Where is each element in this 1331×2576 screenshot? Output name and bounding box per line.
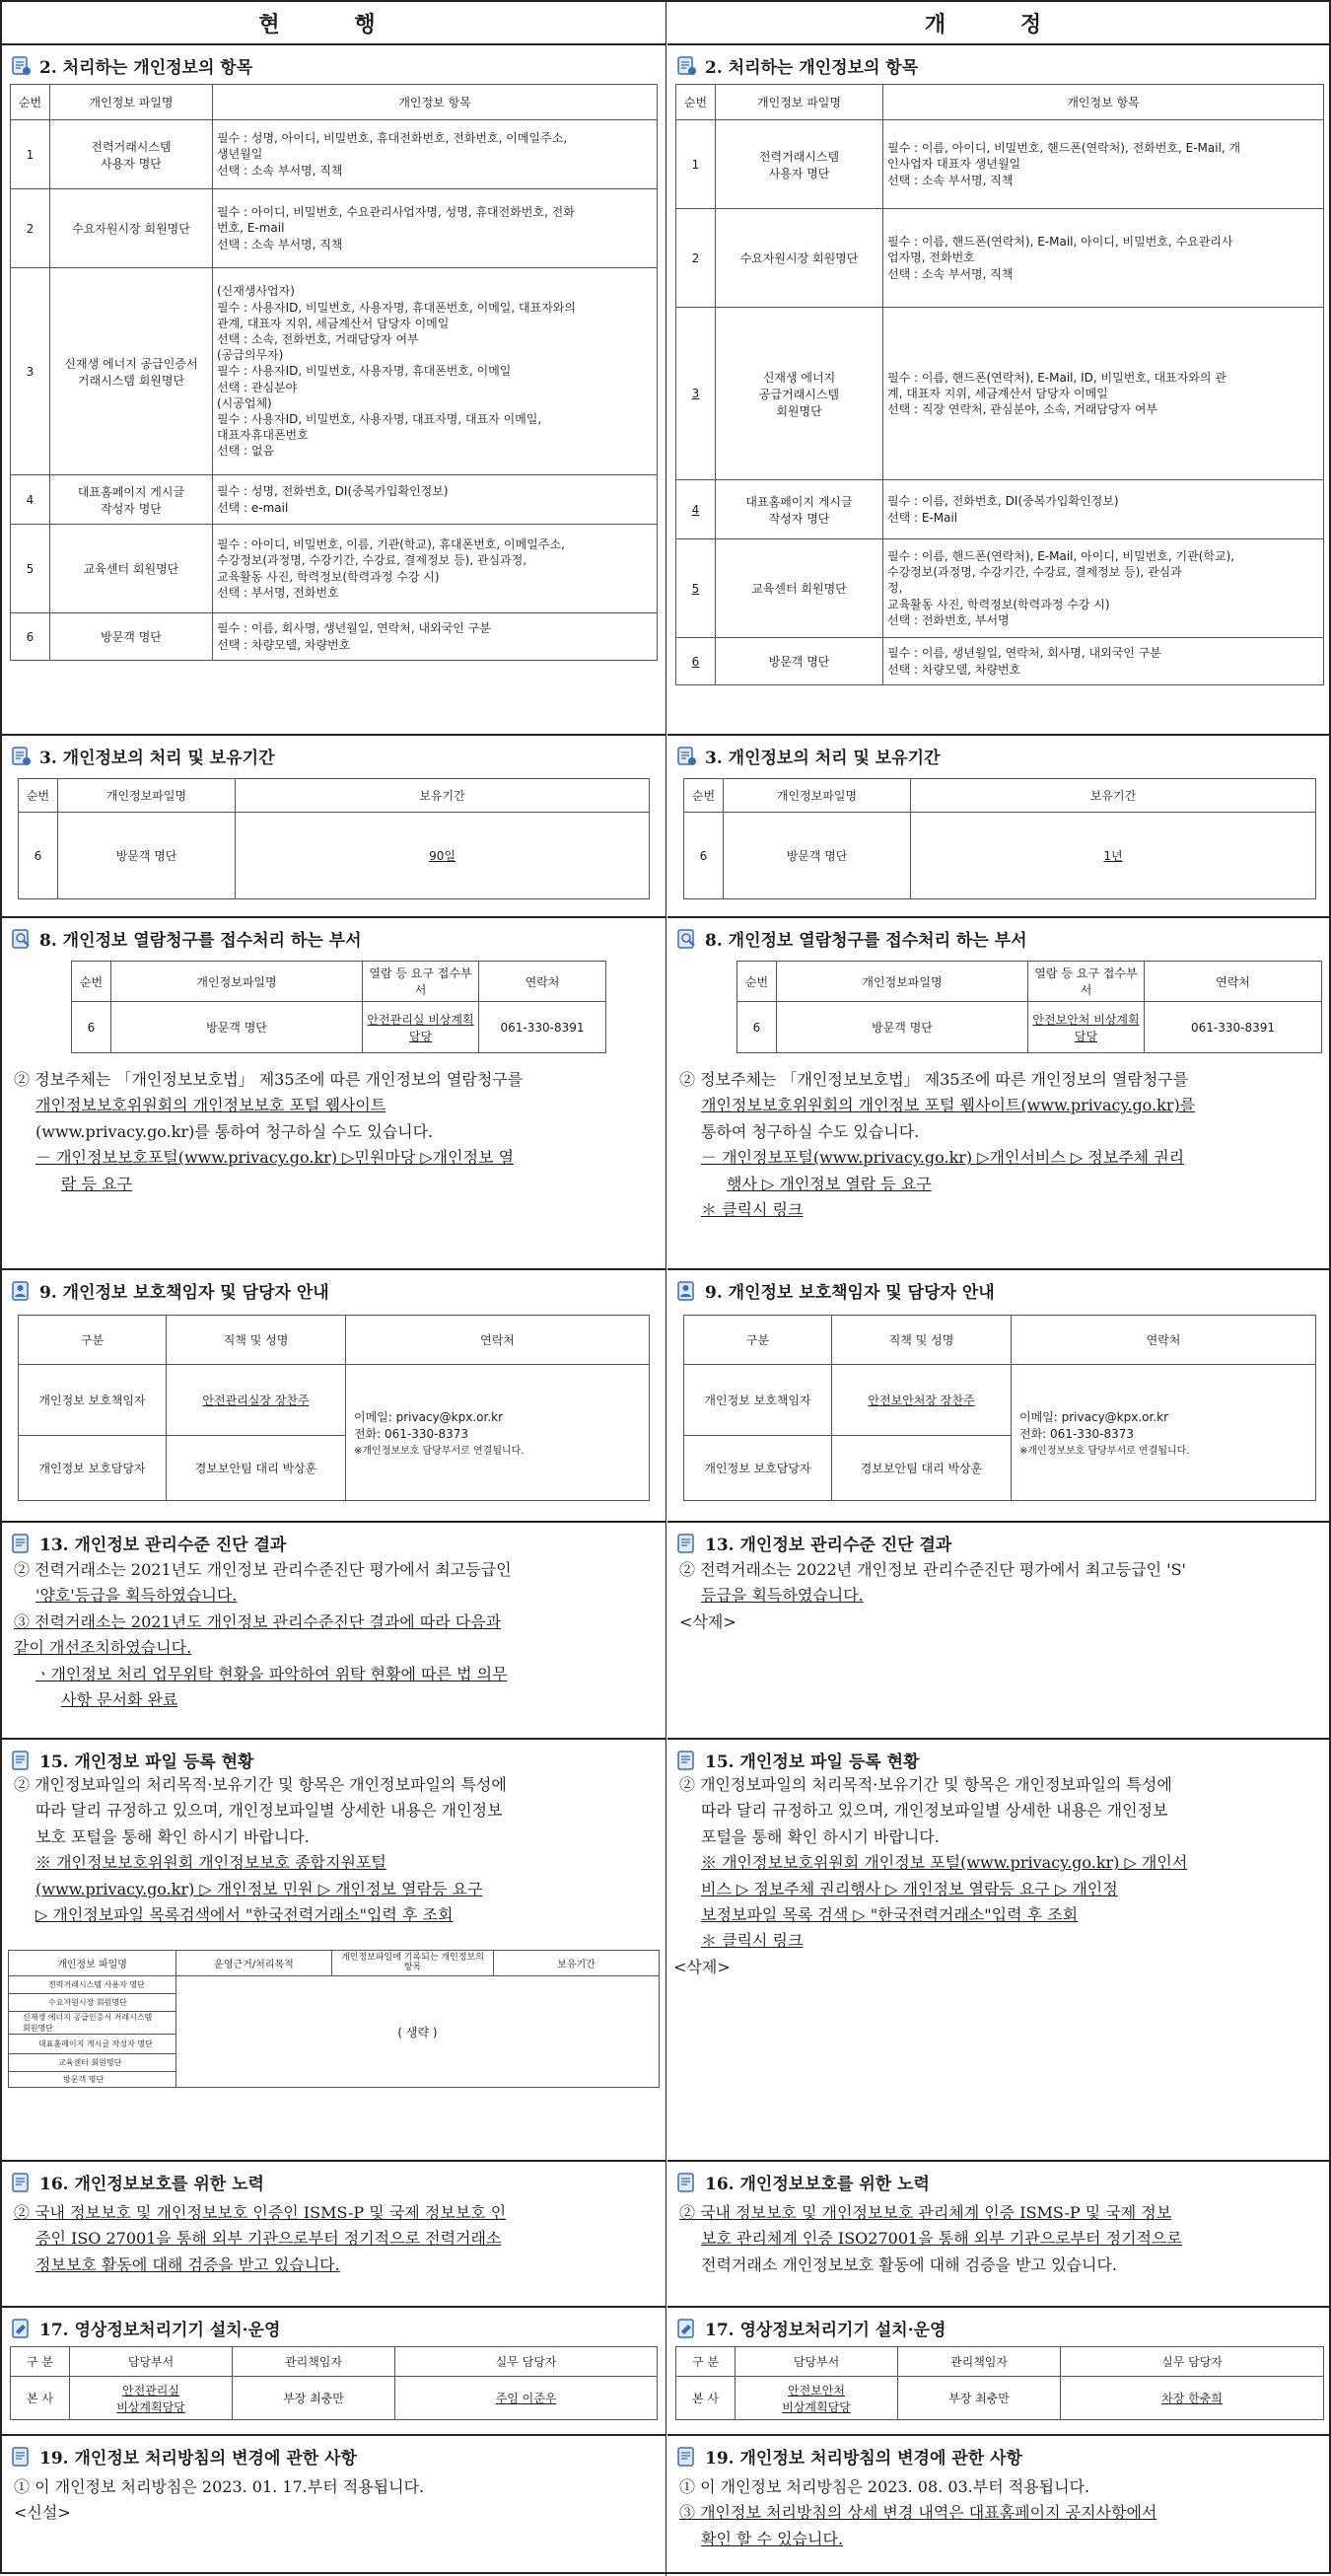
section-2-title: 2. 처리하는 개인정보의 항목 xyxy=(2,45,666,84)
section-3-left xyxy=(2,736,666,918)
table-row: 2 수요자원시장 회원명단 필수 : 이름, 핸드폰(연락처), E-Mail, 아이디, 비밀번호, 수요관리사 업자명, 전화번호 선택 : 소속 부서명, 직책 xyxy=(676,209,1324,308)
cctv-table-left: 구 분 담당부서 관리책임자 실무 담당자 본 사 안전관리실 비상계획담당 부장 최충만 주임 이준우 xyxy=(10,2346,658,2420)
table-row: 6 방문객 명단 안전보안처 비상계획담당 061-330-8391 xyxy=(737,1002,1322,1053)
table-row: 3 신재생 에너지 공급거래시스템 회원명단 필수 : 이름, 핸드폰(연락처), E-Mail, ID, 비밀번호, 대표자와의 관 계, 대표자 지위, 세금계산서 담당자 이메일 선택 : 직장 연락처, 관심분야, 소속, 거래담당자 여부 xyxy=(676,308,1324,480)
section-17-left xyxy=(2,2308,666,2436)
section-16-right: 16. 개인정보보호를 위한 노력 ② 국내 정보보호 및 개인정보보호 관리체계 인증 ISMS-P 및 국제 정보 보호 관리체계 인증 ISO27001을 통해 외부 기관으로부터 정기적으로 전력거래소 개인정보보호 활동에 대해 검증을 받고 있습니다. xyxy=(667,2162,1331,2308)
section-15-text-left: ② 개인정보파일의 처리목적·보유기간 및 항목은 개인정보파일의 특성에 따라 달리 규정하고 있으며, 개인정보파일별 상세한 내용은 개인정보 보호 포털을 통해 확인 하시기 바랍니다. ※ 개인정보보호위원회 개인정보보호 종합지원포털 (www.privacy.go.kr) ▷ 개인정보 민원 ▷ 개인정보 열람등 요구 ▷ 개인정보파일 목록검색에서 "한국전력거래소"입력 후 조회 xyxy=(14,1775,507,1924)
section-16-text-right: ② 국내 정보보호 및 개인정보보호 관리체계 인증 ISMS-P 및 국제 정보 보호 관리체계 인증 ISO27001을 통해 외부 기관으로부터 정기적으로 전력거래소 개인정보보호 활동에 대해 검증을 받고 있습니다. xyxy=(679,2203,1182,2274)
document-icon xyxy=(675,1532,699,1555)
section-19-text-right: ① 이 개인정보 처리방침은 2023. 08. 03.부터 적용됩니다. ③ 개인정보 처리방침의 상세 변경 내역은 대표홈페이지 공지사항에서 확인 할 수 있습니다. xyxy=(679,2477,1157,2548)
period-table-right: 순번 개인정보파일명 보유기간 6 방문객 명단 1년 xyxy=(683,778,1316,899)
table-row: 개인정보 보호책임자 안전관리실장 장찬주 이메일: privacy@kpx.or.kr 전화: 061-330-8373 ※개인정보보호 담당부서로 연결됩니다. xyxy=(19,1365,650,1436)
document-icon xyxy=(10,2171,34,2194)
table-row: 6 방문객 명단 1년 xyxy=(684,813,1316,899)
section-3-right: 3. 개인정보의 처리 및 보유기간 순번 개인정보파일명 보유기간 6 방문객 명단 1년 xyxy=(667,736,1331,918)
table-row: 4 대표홈페이지 게시글 작성자 명단 필수 : 이름, 전화번호, DI(중복가입확인정보) 선택 : E-Mail xyxy=(676,480,1324,539)
officer-table-left: 구분 직책 및 성명 연락처 개인정보 보호책임자 안전관리실장 장찬주 이메일: privacy@kpx.or.kr 전화: 061-330-8373 ※개인정보보호 담당부서로 연결됩니다. 개인정보 보호담당자 경보보안팀 대리 박상훈 xyxy=(18,1315,650,1501)
section-13-left xyxy=(2,1523,666,1740)
table-row: 5 교육센터 회원명단 필수 : 아이디, 비밀번호, 이름, 기관(학교), 휴대폰번호, 이메일주소, 수강정보(과정명, 수강기간, 수강료, 결제정보 등), 관심과정, 교육활동 사진, 학력정보(학력과정 수강 시) 선택 : 부서명, 전화번호 xyxy=(11,525,658,613)
section-15-left xyxy=(2,1740,666,2162)
table-row: 6 방문객 명단 필수 : 이름, 생년월일, 연락처, 회사명, 내외국인 구분 선택 : 차량모델, 차량번호 xyxy=(676,638,1324,685)
section-2-left xyxy=(2,45,666,736)
column-header-current: 현 행 xyxy=(2,2,666,45)
section-19-right: 19. 개인정보 처리방침의 변경에 관한 사항 ① 이 개인정보 처리방침은 2023. 08. 03.부터 적용됩니다. ③ 개인정보 처리방침의 상세 변경 내역은 대표홈페이지 공지사항에서 확인 할 수 있습니다. xyxy=(667,2436,1331,2576)
section-13-text-left: ② 전력거래소는 2021년도 개인정보 관리수준진단 평가에서 최고등급인 '양호'등급을 획득하였습니다. ③ 전력거래소는 2021년도 개인정보 관리수준진단 결과에 따라 다음과 같이 개선조치하였습니다. ㆍ개인정보 처리 업무위탁 현황을 파악하여 위탁 현황에 따른 법 의무 사항 문서화 완료 xyxy=(14,1560,512,1709)
document-icon xyxy=(675,1749,699,1772)
table-row: 본 사 안전관리실 비상계획담당 부장 최충만 주임 이준우 xyxy=(11,2377,658,2420)
link-note: ＊ 클릭시 링크 xyxy=(701,1199,804,1219)
revised-column xyxy=(667,2,1331,2576)
section-8-left xyxy=(2,918,666,1270)
section-9-right: 9. 개인정보 보호책임자 및 담당자 안내 구분 직책 및 성명 연락처 개인정보 보호책임자 안전보안처장 장찬주 이메일: privacy@kpx.or.kr 전화: 061-330-8373 ※개인정보보호 담당부서로 연결됩니다. 개인정보 보호담당자 경보보안팀 대리 박상훈 xyxy=(667,1270,1331,1523)
section-17-title: 17. 영상정보처리기기 설치·운영 xyxy=(39,2321,281,2340)
section-19-text-left: ① 이 개인정보 처리방침은 2023. 01. 17.부터 적용됩니다. <신설> xyxy=(14,2477,425,2523)
section-15-title: 15. 개인정보 파일 등록 현황 xyxy=(39,1753,254,1772)
section-8-text-left: ② 정보주체는 「개인정보보호법」 제35조에 따른 개인정보의 열람청구를 개인정보보호위원회의 개인정보보호 포털 웹사이트 (www.privacy.go.kr)를 통하여 청구하실 수도 있습니다. － 개인정보보호포털(www.privacy.go.kr) ▷민원마당 ▷개인정보 열 람 등 요구 xyxy=(14,1070,524,1193)
section-19-title: 19. 개인정보 처리방침의 변경에 관한 사항 xyxy=(39,2449,357,2469)
officer-table-right: 구분 직책 및 성명 연락처 개인정보 보호책임자 안전보안처장 장찬주 이메일: privacy@kpx.or.kr 전화: 061-330-8373 ※개인정보보호 담당부서로 연결됩니다. 개인정보 보호담당자 경보보안팀 대리 박상훈 xyxy=(683,1315,1316,1501)
search-icon xyxy=(675,927,699,951)
person-icon xyxy=(675,1279,699,1303)
document-icon xyxy=(10,1532,34,1555)
section-9-title: 9. 개인정보 보호책임자 및 담당자 안내 xyxy=(39,1283,329,1303)
table-row: 개인정보 보호담당자 경보보안팀 대리 박상훈 xyxy=(19,1436,650,1501)
table-row: 5 교육센터 회원명단 필수 : 이름, 핸드폰(연락처), E-Mail, 아이디, 비밀번호, 기관(학교), 수강정보(과정명, 수강기간, 수강료, 결제정보 등), 관심과 정, 교육활동 사진, 학력정보(학력과정 수강 시) 선택 : 전화번호, 부서명 xyxy=(676,539,1324,638)
section-13-right: 13. 개인정보 관리수준 진단 결과 ② 전력거래소는 2022년 개인정보 관리수준진단 평가에서 최고등급인 'S' 등급을 획득하였습니다. <삭제> xyxy=(667,1523,1331,1740)
section-3-title: 3. 개인정보의 처리 및 보유기간 xyxy=(39,749,275,768)
document-icon xyxy=(10,2445,34,2469)
table-row: 6 방문객 명단 필수 : 이름, 회사명, 생년월일, 연락처, 내외국인 구분 선택 : 차량모델, 차량번호 xyxy=(11,613,658,661)
period-table-left: 순번 개인정보파일명 보유기간 6 방문객 명단 90일 xyxy=(18,778,650,899)
section-13-title: 13. 개인정보 관리수준 진단 결과 xyxy=(39,1536,287,1555)
document-icon xyxy=(675,745,699,768)
person-icon xyxy=(10,1279,34,1303)
link-note: ＊ 클릭시 링크 xyxy=(701,1931,804,1951)
section-13-text-right: ② 전력거래소는 2022년 개인정보 관리수준진단 평가에서 최고등급인 'S' 등급을 획득하였습니다. <삭제> xyxy=(679,1560,1186,1631)
search-icon xyxy=(10,927,34,951)
table-row: 6 방문객 명단 안전관리실 비상계획담당 061-330-8391 xyxy=(72,1002,606,1053)
document-icon xyxy=(675,54,699,78)
section-15-right: 15. 개인정보 파일 등록 현황 ② 개인정보파일의 처리목적·보유기간 및 항목은 개인정보파일의 특성에 따라 달리 규정하고 있으며, 개인정보파일별 상세한 내용은 개인정보 포털을 통해 확인 하시기 바랍니다. ※ 개인정보보호위원회 개인정보 포털(www.privacy.go.kr) ▷ 개인서 비스 ▷ 정보주체 권리행사 ▷ 개인정보 열람등 요구 ▷ 개인정 보정보파일 목록 검색 ▷ "한국전력거래소"입력 후 조회 ＊ 클릭시 링크 <삭제> xyxy=(667,1740,1331,2162)
table-row: 본 사 안전보안처 비상계획담당 부장 최충만 차장 한충희 xyxy=(676,2377,1324,2420)
camera-icon xyxy=(675,2317,699,2340)
document-icon xyxy=(675,2445,699,2469)
file-register-table-left: 개인정보 파일명 운영근거/처리목적 개인정보파일에 기록되는 개인정보의 항목 보유기간 전력거래시스템 사용자 명단 ( 생략 ) 수요자원시장 회원명단 신재생 에너지 공급인증서 거래시스템 회원명단 대표홈페이지 게시글 작성자 명단 교육센터 회원명단 방문객 명단 xyxy=(8,1950,660,2088)
section-19-left xyxy=(2,2436,666,2576)
section-17-right: 17. 영상정보처리기기 설치·운영 구 분 담당부서 관리책임자 실무 담당자 본 사 안전보안처 비상계획담당 부장 최충만 차장 한충희 xyxy=(667,2308,1331,2436)
section-8-text-right: ② 정보주체는 「개인정보보호법」 제35조에 따른 개인정보의 열람청구를 개인정보보호위원회의 개인정보 포털 웹사이트(www.privacy.go.kr)를 통하여 청구하실 수도 있습니다. － 개인정보포털(www.privacy.go.kr) ▷개인서비스 ▷ 정보주체 권리 행사 ▷ 개인정보 열람 등 요구 ＊ 클릭시 링크 xyxy=(667,1067,1331,1223)
table-row: 3 신재생 에너지 공급인증서 거래시스템 회원명단 (신재생사업자) 필수 : 사용자ID, 비밀번호, 사용자명, 휴대폰번호, 이메일, 대표자와의 관계, 대표자 지위, 세금계산서 담당자 이메일 선택 : 소속, 전화번호, 거래담당자 여부 (공급의무자) 필수 : 사용자ID, 비밀번호, 사용자명, 휴대폰번호, 이메일 선택 : 관심분야 (시공업체) 필수 : 사용자ID, 비밀번호, 사용자명, 대표자명, 대표자 이메일, 대표자휴대폰번호 선택 : 없음 xyxy=(11,268,658,475)
document-icon xyxy=(10,1749,34,1772)
section-9-left xyxy=(2,1270,666,1523)
table-row: 4 대표홈페이지 게시글 작성자 명단 필수 : 성명, 전화번호, DI(중복가입확인정보) 선택 : e-mail xyxy=(11,475,658,525)
items-table-left: 순번 개인정보 파일명 개인정보 항목 1 전력거래시스템 사용자 명단 필수 : 성명, 아이디, 비밀번호, 휴대전화번호, 전화번호, 이메일주소, 생년월일 선택 : 소속 부서명, 직책 2 수요자원시장 회원명단 필수 : 아이디, 비밀번호, 수요관리사업자명, 성명, 휴대전화번호, 전화 번호, E-mail 선택 : 소속 부서명, 직책 3 신재생 에너지 공급인증서 거래시스템 회원명단 (신재생사업자) 필수 : 사용자ID, 비밀번호, 사용자명, 휴대폰번호, 이메일, 대표자와의 관계, 대표자 지위, 세금계산서 담당자 이메일 선택 : 소속, 전화번호, 거래담당자 여부 (공급의무자) 필수 : 사용자ID, 비밀번호, 사용자명, 휴대폰번호, 이메일 선택 : 관심분야 (시공업체) 필수 : 사용자ID, 비밀번호, 사용자명, 대표자명, 대표자 이메일, 대표자휴대폰번호 선택 : 없음 4 대표홈페이지 게시글 작성자 명단 필수 : 성명, 전화번호, DI(중복가입확인정보) 선택 : e-mail 5 교육센터 회원명단 필수 : 아이디, 비밀번호, 이름, 기관(학교), 휴대폰번호, 이메일주소, 수강정보(과정명, 수강기간, 수강료, 결제정보 등), 관심과정, 교육활동 사진, 학력정보(학력과정 수강 시) 선택 : 부서명, 전화번호 6 방문객 명단 필수 : 이름, 회사명, 생년월일, 연락처, 내외국인 구분 선택 : 차량모델, 차량번호 xyxy=(10,84,658,661)
current-column xyxy=(2,2,666,2576)
items-table-right: 순번 개인정보 파일명 개인정보 항목 1 전력거래시스템 사용자 명단 필수 : 이름, 아이디, 비밀번호, 핸드폰(연락처), 전화번호, E-Mail, 개 인사업자 대표자 생년월일 선택 : 소속 부서명, 직책 2 수요자원시장 회원명단 필수 : 이름, 핸드폰(연락처), E-Mail, 아이디, 비밀번호, 수요관리사 업자명, 전화번호 선택 : 소속 부서명, 직책 3 신재생 에너지 공급거래시스템 회원명단 필수 : 이름, 핸드폰(연락처), E-Mail, ID, 비밀번호, 대표자와의 관 계, 대표자 지위, 세금계산서 담당자 이메일 선택 : 직장 연락처, 관심분야, 소속, 거래담당자 여부 4 대표홈페이지 게시글 작성자 명단 필수 : 이름, 전화번호, DI(중복가입확인정보) 선택 : E-Mail 5 교육센터 회원명단 필수 : 이름, 핸드폰(연락처), E-Mail, 아이디, 비밀번호, 기관(학교), 수강정보(과정명, 수강기간, 수강료, 결제정보 등), 관심과 정, 교육활동 사진, 학력정보(학력과정 수강 시) 선택 : 전화번호, 부서명 6 방문객 명단 필수 : 이름, 생년월일, 연락처, 회사명, 내외국인 구분 선택 : 차량모델, 차량번호 xyxy=(675,84,1324,685)
section-16-left xyxy=(2,2162,666,2308)
table-row: 6 방문객 명단 90일 xyxy=(19,813,650,899)
section-8-right: 8. 개인정보 열람청구를 접수처리 하는 부서 순번 개인정보파일명 열람 등 요구 접수부서 연락처 6 방문객 명단 안전보안처 비상계획담당 061-330-8391 ② 정보주체는 「개인정보보호법」 제35조에 따른 개인정보의 열람청구를 개인정보보호위원회의 개인정보 포털 웹사이트(www.privacy.go.kr)를 통하여 청구하실 수도 있습니다. － 개인정보포털(www.privacy.go.kr) ▷개인서비스 ▷ 정보주체 권리 행사 ▷ 개인정보 열람 등 요구 ＊ 클릭시 링크 xyxy=(667,918,1331,1270)
document-icon xyxy=(10,54,34,78)
section-15-text-right: ② 개인정보파일의 처리목적·보유기간 및 항목은 개인정보파일의 특성에 따라 달리 규정하고 있으며, 개인정보파일별 상세한 내용은 개인정보 포털을 통해 확인 하시기 바랍니다. ※ 개인정보보호위원회 개인정보 포털(www.privacy.go.kr) ▷ 개인서 비스 ▷ 정보주체 권리행사 ▷ 개인정보 열람등 요구 ▷ 개인정 보정보파일 목록 검색 ▷ "한국전력거래소"입력 후 조회 ＊ 클릭시 링크 <삭제> xyxy=(667,1772,1331,1980)
table-row: 1 전력거래시스템 사용자 명단 필수 : 이름, 아이디, 비밀번호, 핸드폰(연락처), 전화번호, E-Mail, 개 인사업자 대표자 생년월일 선택 : 소속 부서명, 직책 xyxy=(676,120,1324,209)
document-icon xyxy=(10,745,34,768)
request-table-left: 순번 개인정보파일명 열람 등 요구 접수부서 연락처 6 방문객 명단 안전관리실 비상계획담당 061-330-8391 xyxy=(71,961,606,1053)
section-8-title: 8. 개인정보 열람청구를 접수처리 하는 부서 xyxy=(39,931,362,951)
table-row: 2 수요자원시장 회원명단 필수 : 아이디, 비밀번호, 수요관리사업자명, 성명, 휴대전화번호, 전화 번호, E-mail 선택 : 소속 부서명, 직책 xyxy=(11,189,658,268)
table-row: 개인정보 보호담당자 경보보안팀 대리 박상훈 xyxy=(684,1436,1316,1501)
cctv-table-right: 구 분 담당부서 관리책임자 실무 담당자 본 사 안전보안처 비상계획담당 부장 최충만 차장 한충희 xyxy=(675,2346,1324,2420)
section-16-title: 16. 개인정보보호를 위한 노력 xyxy=(39,2175,264,2194)
document-icon xyxy=(675,2171,699,2194)
table-row: 개인정보 보호책임자 안전보안처장 장찬주 이메일: privacy@kpx.or.kr 전화: 061-330-8373 ※개인정보보호 담당부서로 연결됩니다. xyxy=(684,1365,1316,1436)
section-16-text-left: ② 국내 정보보호 및 개인정보보호 인증인 ISMS-P 및 국제 정보보호 인 증인 ISO 27001을 통해 외부 기관으로부터 정기적으로 전력거래소 정보보호 활동에 대해 검증을 받고 있습니다. xyxy=(14,2203,507,2274)
camera-icon xyxy=(10,2317,34,2340)
table-row: 1 전력거래시스템 사용자 명단 필수 : 성명, 아이디, 비밀번호, 휴대전화번호, 전화번호, 이메일주소, 생년월일 선택 : 소속 부서명, 직책 xyxy=(11,120,658,189)
column-header-revised: 개 정 xyxy=(667,2,1331,45)
request-table-right: 순번 개인정보파일명 열람 등 요구 접수부서 연락처 6 방문객 명단 안전보안처 비상계획담당 061-330-8391 xyxy=(736,961,1322,1053)
section-2-right: 2. 처리하는 개인정보의 항목 순번 개인정보 파일명 개인정보 항목 1 전력거래시스템 사용자 명단 필수 : 이름, 아이디, 비밀번호, 핸드폰(연락처), 전화번호, E-Mail, 개 인사업자 대표자 생년월일 선택 : 소속 부서명, 직책 2 수요자원시장 회원명단 필수 : 이름, 핸드폰(연락처), E-Mail, 아이디, 비밀번호, 수요관리사 업자명, 전화번호 선택 : 소속 부서명, 직책 3 신재생 에너지 공급거래시스템 회원명단 필수 : 이름, 핸드폰(연락처), E-Mail, ID, 비밀번호, 대표자와의 관 계, 대표자 지위, 세금계산서 담당자 이메일 선택 : 직장 연락처, 관심분야, 소속, 거래담당자 여부 4 대표홈페이지 게시글 작성자 명단 필수 : 이름, 전화번호, DI(중복가입확인정보) 선택 : E-Mail 5 교육센터 회원명단 필수 : 이름, 핸드폰(연락처), E-Mail, 아이디, 비밀번호, 기관(학교), 수강정보(과정명, 수강기간, 수강료, 결제정보 등), 관심과 정, 교육활동 사진, 학력정보(학력과정 수강 시) 선택 : 전화번호, 부서명 6 방문객 명단 필수 : 이름, 생년월일, 연락처, 회사명, 내외국인 구분 선택 : 차량모델, 차량번호 xyxy=(667,45,1331,736)
